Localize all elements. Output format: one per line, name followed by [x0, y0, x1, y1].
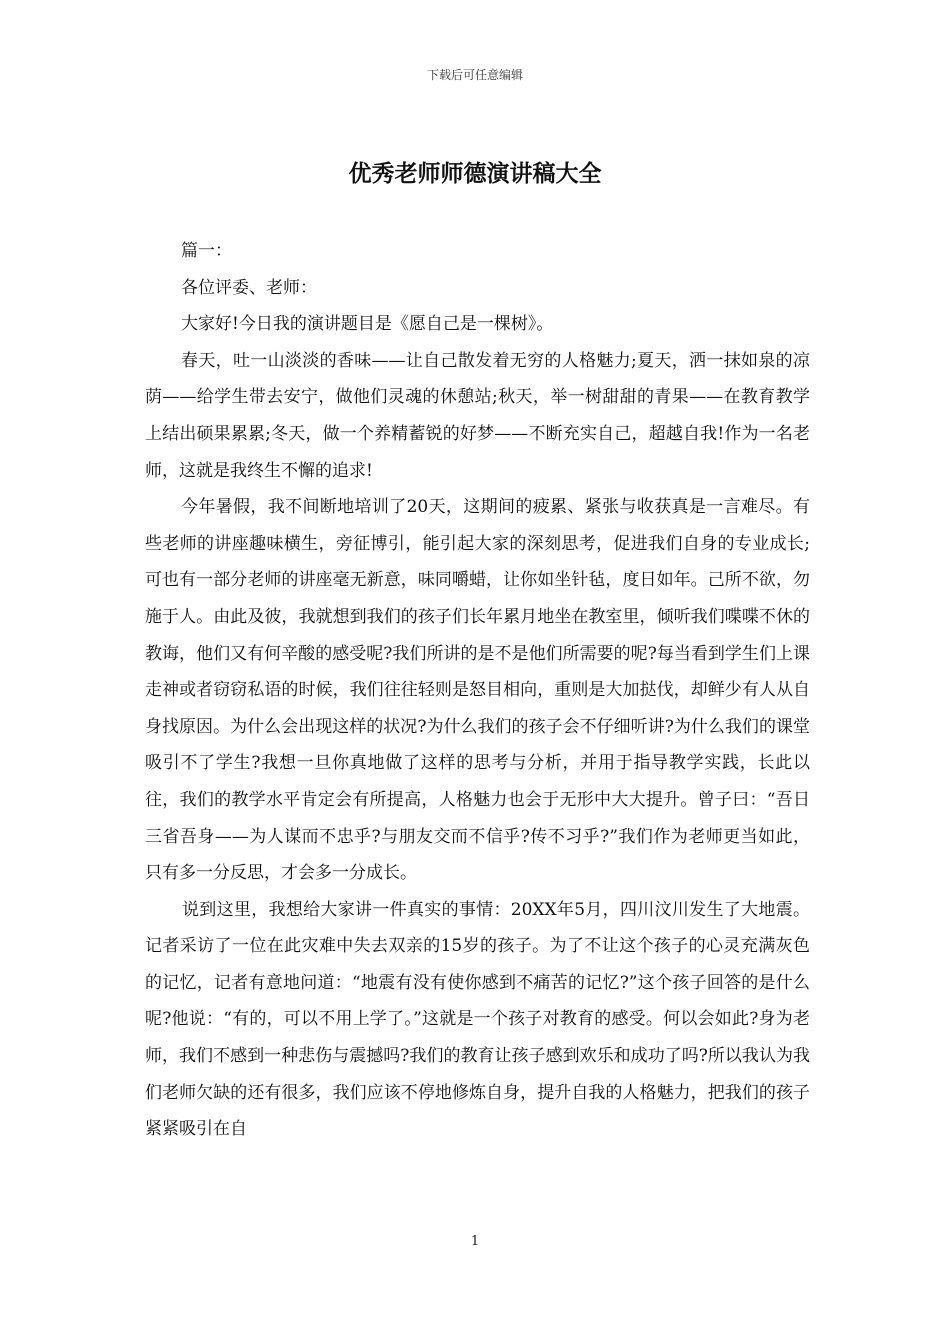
- paragraph-training: 今年暑假，我不间断地培训了20天，这期间的疲累、紧张与收获真是一言难尽。有些老师的讲座趣味横生，旁征博引，能引起大家的深刻思考，促进我们自身的专业成长;可也有一部分老师的讲座毫无新意，味同嚼蜡，让你如坐针毡，度日如年。己所不欲，勿施于人。由此及彼，我就想到我们的孩子们长年累月地坐在教室里，倾听我们喋喋不休的教诲，他们又有何辛酸的感受呢?我们所讲的是不是他们所需要的呢?每当看到学生们上课走神或者窃窃私语的时候，我们往往轻则是怒目相向，重则是大加挞伐，却鲜少有人从自身找原因。为什么会出现这样的状况?为什么我们的孩子会不仔细听讲?为什么我们的课堂吸引不了学生?我想一旦你真地做了这样的思考与分析，并用于指导教学实践，长此以往，我们的教学水平肯定会有所提高，人格魅力也会于无形中大大提升。曾子曰：“吾日三省吾身——为人谋而不忠乎?与朋友交而不信乎?传不习乎?”我们作为老师更当如此，只有多一分反思，才会多一分成长。: [145, 497, 810, 884]
- paragraph-greeting: 大家好!今日我的演讲题目是《愿自己是一棵树》。: [181, 314, 554, 335]
- paragraph-salutation: 各位评委、老师：: [181, 277, 317, 298]
- paragraph-earthquake-story: 说到这里，我想给大家讲一件真实的事情：20XX年5月，四川汶川发生了大地震。记者采访了一位在此灾难中失去双亲的15岁的孩子。为了不让这个孩子的心灵充满灰色的记忆，记者有意地问道：“地震有没有使你感到不痛苦的记忆?”这个孩子回答的是什么呢?他说：“有的，可以不用上学了。”这就是一个孩子对教育的感受。何以会如此?身为老师，我们不感到一种悲伤与震撼吗?我们的教育让孩子感到欢乐和成功了吗?所以我认为我们老师欠缺的还有很多，我们应该不停地修炼自身，提升自我的人格魅力，把我们的孩子紧紧吸引在自: [145, 899, 810, 1140]
- paragraph-seasons: 春天，吐一山淡淡的香味——让自己散发着无穷的人格魅力;夏天，洒一抹如泉的凉荫——给学生带去安宁，做他们灵魂的休憩站;秋天，举一树甜甜的青果——在教育教学上结出硕果累累;冬天，做一个养精蓄锐的好梦——不断充实自己，超越自我!作为一名老师，这就是我终生不懈的追求!: [145, 350, 810, 481]
- document-title: 优秀老师师德演讲稿大全: [348, 161, 602, 187]
- document-body: [145, 233, 810, 1148]
- paragraph-section-label: 篇一：: [181, 241, 232, 261]
- page-number: 1: [470, 1234, 480, 1249]
- header-note: 下载后可任意编辑: [426, 68, 523, 82]
